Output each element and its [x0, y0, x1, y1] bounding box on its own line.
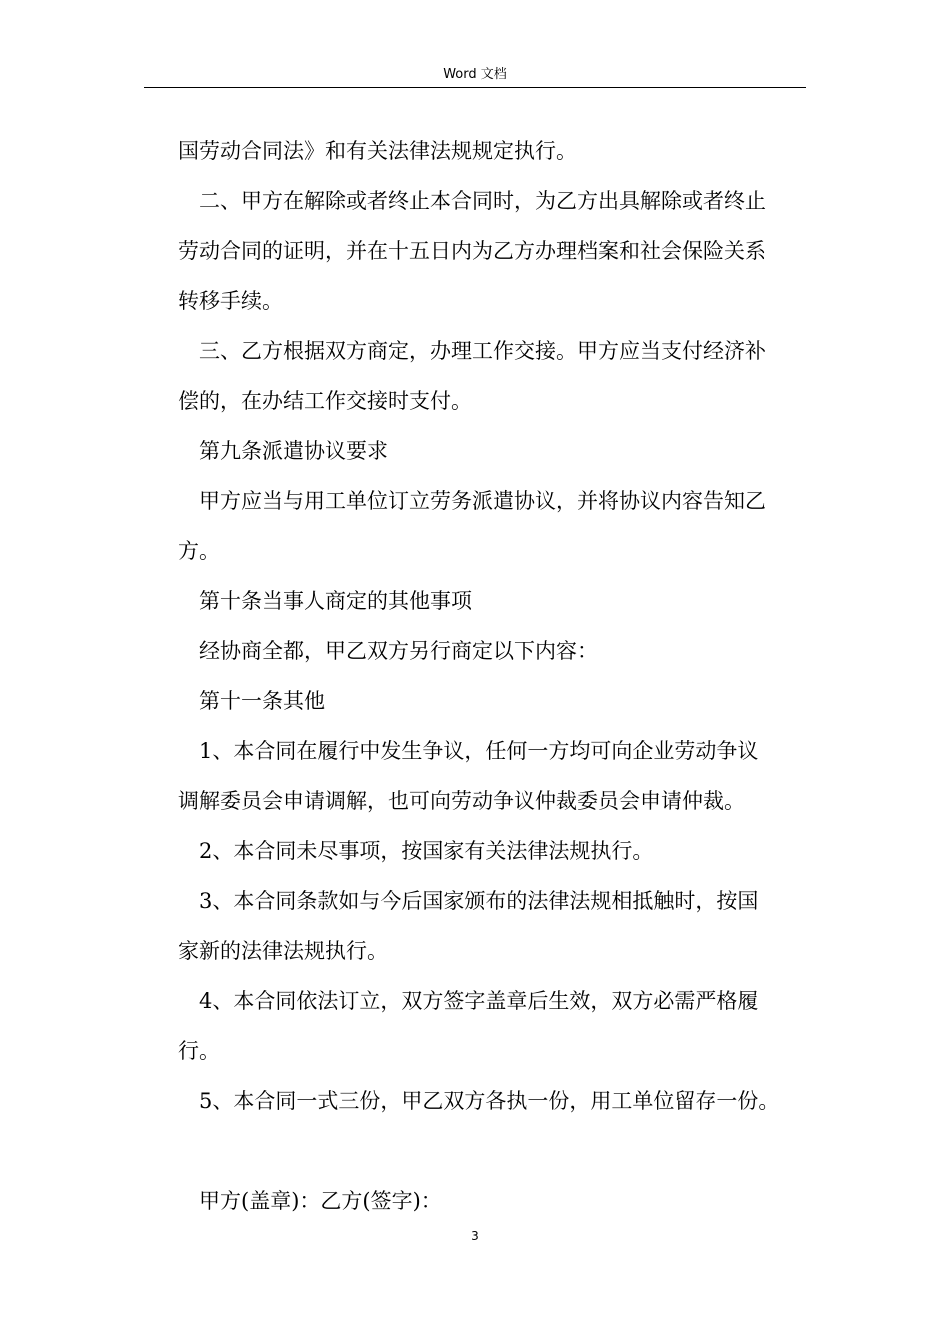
paragraph-line: 行。 [178, 1039, 220, 1063]
header-title: Word 文档 [443, 67, 507, 82]
paragraph-line: 5、本合同一式三份，甲乙双方各执一份，用工单位留存一份。 [199, 1089, 780, 1113]
paragraph-line: 家新的法律法规执行。 [178, 939, 388, 963]
paragraph-line: 经协商全都，甲乙双方另行商定以下内容： [199, 639, 598, 663]
paragraph-line: 偿的，在办结工作交接时支付。 [178, 389, 472, 413]
paragraph-line: 1、本合同在履行中发生争议，任何一方均可向企业劳动争议 [199, 739, 759, 763]
paragraph-line: 劳动合同的证明，并在十五日内为乙方办理档案和社会保险关系 [178, 239, 766, 263]
page-number-text: 3 [471, 1229, 479, 1243]
paragraph-line: 2、本合同未尽事项，按国家有关法律法规执行。 [199, 839, 654, 863]
paragraph-line: 方。 [178, 539, 220, 563]
paragraph-line: 4、本合同依法订立，双方签字盖章后生效，双方必需严格履 [199, 989, 759, 1013]
document-body [178, 126, 808, 1226]
blank-line [178, 1126, 808, 1176]
signature-line: 甲方(盖章)：乙方(签字)： [199, 1189, 442, 1213]
header-divider [144, 87, 806, 88]
article-heading: 第十一条其他 [199, 689, 325, 713]
paragraph-line: 3、本合同条款如与今后国家颁布的法律法规相抵触时，按国 [199, 889, 759, 913]
article-heading: 第十条当事人商定的其他事项 [199, 589, 472, 613]
page-number [0, 1229, 950, 1243]
paragraph-line: 转移手续。 [178, 289, 283, 313]
paragraph-line: 甲方应当与用工单位订立劳务派遣协议，并将协议内容告知乙 [199, 489, 766, 513]
paragraph-line: 三、乙方根据双方商定，办理工作交接。甲方应当支付经济补 [199, 339, 766, 363]
paragraph-line: 国劳动合同法》和有关法律法规规定执行。 [178, 139, 577, 163]
paragraph-line: 调解委员会申请调解，也可向劳动争议仲裁委员会申请仲裁。 [178, 789, 745, 813]
paragraph-line: 二、甲方在解除或者终止本合同时，为乙方出具解除或者终止 [199, 189, 766, 213]
article-heading: 第九条派遣协议要求 [199, 439, 388, 463]
page-header [144, 66, 806, 84]
